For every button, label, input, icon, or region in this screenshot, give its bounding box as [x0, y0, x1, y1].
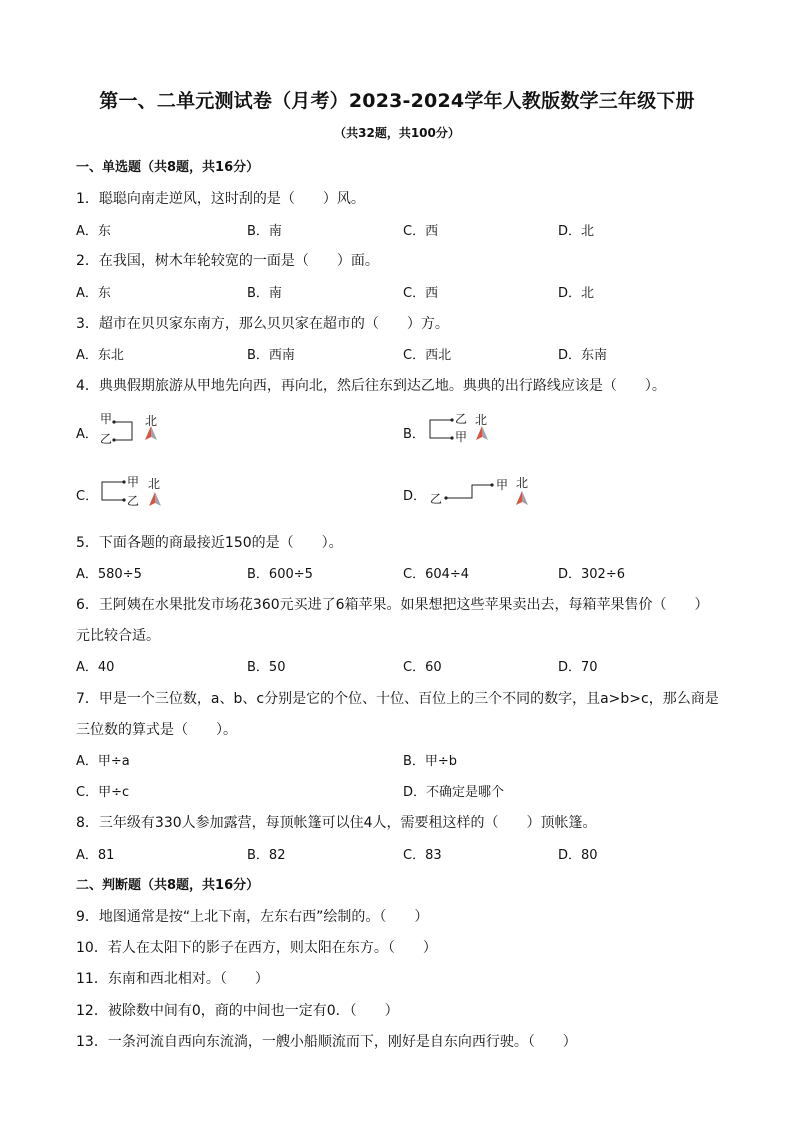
- q4-option-a-label: A．: [76, 427, 98, 442]
- judgement-10: 10．若人在太阳下的影子在西方，则太阳在东方。（ ）: [76, 940, 437, 956]
- q1-option-d: D．北: [558, 224, 595, 239]
- section-heading-true-false: 二、判断题（共8题，共16分）: [76, 878, 260, 893]
- q1-option-b: B．南: [247, 224, 282, 239]
- label-jia: 甲: [455, 430, 468, 444]
- judgement-13: 13．一条河流自西向东流淌，一艘小船顺流而下，刚好是自东向西行驶。（ ）: [76, 1034, 577, 1050]
- question-5: 5．下面各题的商最接近150的是（ ）。: [76, 535, 343, 551]
- label-jia: 甲: [127, 475, 140, 489]
- question-7-line-1: 7．甲是一个三位数，a、b、c分别是它的个位、十位、百位上的三个不同的数字，且a>b>c，那么商是: [76, 691, 719, 707]
- q8-option-b: B．82: [247, 848, 286, 863]
- q1-option-a: A．东: [76, 224, 111, 239]
- question-4: 4．典典假期旅游从甲地先向西，再向北，然后往东到达乙地。典典的出行路线应该是（ ）。: [76, 378, 666, 394]
- q8-option-d: D．80: [558, 848, 598, 863]
- q7-option-d: D．不确定是哪个: [403, 785, 505, 800]
- q2-option-d: D．北: [558, 286, 595, 301]
- q3-option-b: B．西南: [247, 348, 295, 363]
- q4-option-c-label: C．: [76, 489, 99, 504]
- question-6-line-1: 6．王阿姨在水果批发市场花360元买进了6箱苹果。如果想把这些苹果卖出去，每箱苹果售价（ ）: [76, 597, 709, 613]
- q6-option-a: A．40: [76, 660, 115, 675]
- label-yi: 乙: [430, 492, 443, 506]
- route-diagram-b: [426, 408, 546, 448]
- label-yi: 乙: [127, 494, 140, 508]
- q2-option-c: C．西: [403, 286, 439, 301]
- q5-option-d: D．302÷6: [558, 567, 625, 582]
- north-label: 北: [145, 414, 158, 428]
- q8-option-c: C．83: [403, 848, 442, 863]
- q2-option-a: A．东: [76, 286, 111, 301]
- q3-option-c: C．西北: [403, 348, 452, 363]
- page-title: 第一、二单元测试卷（月考）2023-2024学年人教版数学三年级下册: [99, 90, 695, 112]
- q4-option-b-label: B．: [403, 427, 425, 442]
- label-jia: 甲: [100, 412, 113, 426]
- question-7-line-2: 三位数的算式是（ ）。: [76, 722, 237, 738]
- route-diagram-d: [430, 472, 550, 512]
- question-1: 1．聪聪向南走逆风，这时刮的是（ ）风。: [76, 191, 365, 207]
- route-diagram-a: [98, 408, 218, 448]
- q2-option-b: B．南: [247, 286, 282, 301]
- q7-option-b: B．甲÷b: [403, 754, 458, 769]
- route-diagram-c: [100, 472, 220, 512]
- q7-option-a: A．甲÷a: [76, 754, 130, 769]
- q3-option-d: D．东南: [558, 348, 608, 363]
- label-yi: 乙: [455, 412, 468, 426]
- q6-option-c: C．60: [403, 660, 442, 675]
- q8-option-a: A．81: [76, 848, 115, 863]
- question-3: 3．超市在贝贝家东南方，那么贝贝家在超市的（ ）方。: [76, 316, 449, 332]
- section-heading-single-choice: 一、单选题（共8题，共16分）: [76, 160, 260, 175]
- q5-option-a: A．580÷5: [76, 567, 142, 582]
- q6-option-b: B．50: [247, 660, 286, 675]
- label-jia: 甲: [496, 478, 509, 492]
- question-8: 8．三年级有330人参加露营，每顶帐篷可以住4人，需要租这样的（ ）顶帐篷。: [76, 815, 597, 831]
- q3-option-a: A．东北: [76, 348, 124, 363]
- q5-option-c: C．604÷4: [403, 567, 470, 582]
- question-2: 2．在我国，树木年轮较宽的一面是（ ）面。: [76, 253, 379, 269]
- page-subtitle: （共32题，共100分）: [334, 126, 460, 140]
- q4-option-d-label: D．: [403, 489, 427, 504]
- label-yi: 乙: [100, 432, 113, 446]
- north-label: 北: [148, 477, 161, 491]
- q6-option-d: D．70: [558, 660, 598, 675]
- north-label: 北: [516, 476, 529, 490]
- judgement-9: 9．地图通常是按“上北下南，左东右西”绘制的。（ ）: [76, 909, 429, 925]
- q5-option-b: B．600÷5: [247, 567, 313, 582]
- judgement-11: 11．东南和西北相对。（ ）: [76, 971, 269, 987]
- q1-option-c: C．西: [403, 224, 439, 239]
- north-label: 北: [475, 413, 488, 427]
- question-6-line-2: 元比较合适。: [76, 628, 160, 644]
- judgement-12: 12．被除数中间有0，商的中间也一定有0．（ ）: [76, 1003, 399, 1019]
- q7-option-c: C．甲÷c: [76, 785, 130, 800]
